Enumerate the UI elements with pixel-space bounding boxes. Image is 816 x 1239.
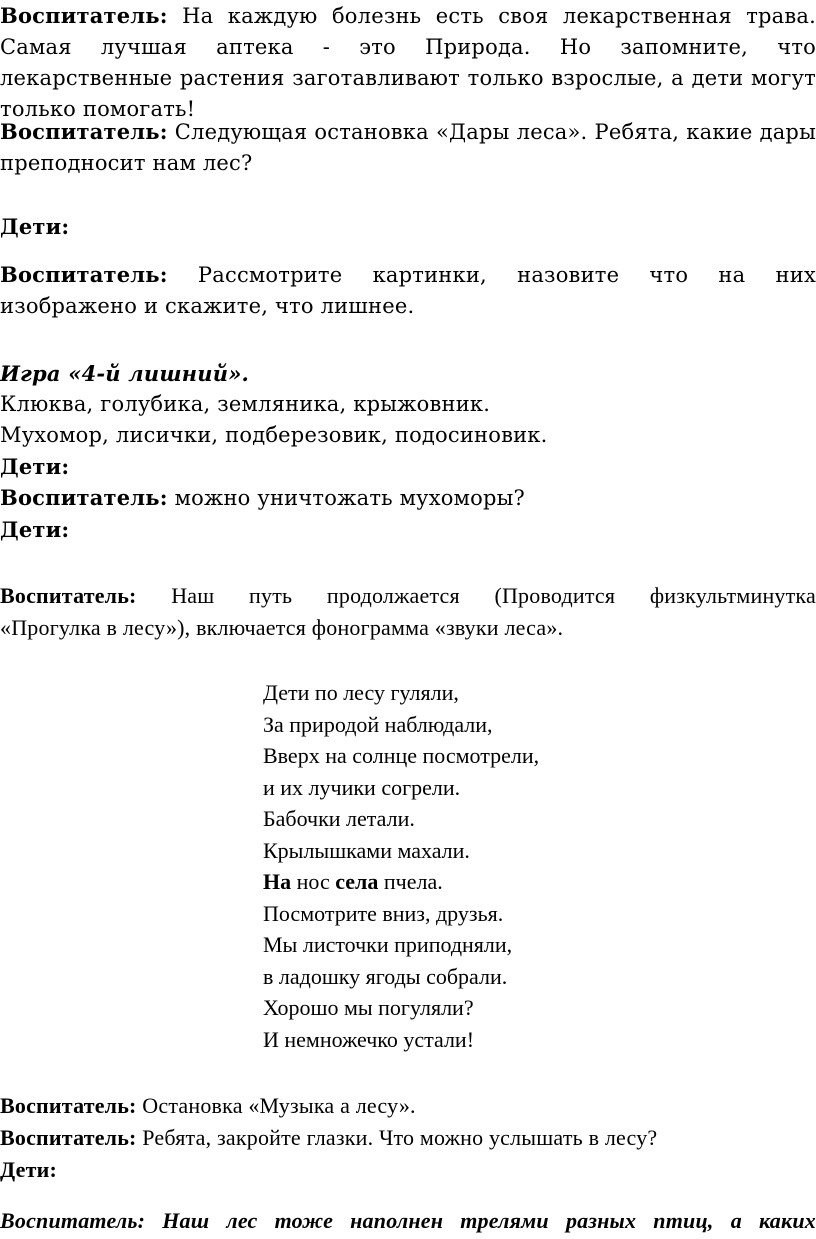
word: продолжается bbox=[326, 583, 460, 608]
paragraph-walk bbox=[0, 580, 816, 644]
word: Воспитатель: bbox=[0, 1208, 146, 1233]
music-line-1 bbox=[0, 1090, 816, 1122]
word: Наш bbox=[171, 583, 215, 608]
question-text: можно уничтожать мухоморы? bbox=[167, 486, 526, 510]
speaker-label: Воспитатель: bbox=[0, 1125, 137, 1150]
poem-line: Посмотрите вниз, друзья. bbox=[263, 900, 504, 926]
word: физкультминутка bbox=[649, 583, 816, 608]
poem bbox=[263, 677, 539, 1055]
children-reply: Дети: bbox=[0, 517, 70, 542]
paragraph-text: Следующая остановка «Дары леса». Ребята, какие дары преподносит нам лес? bbox=[0, 120, 816, 175]
poem-line: Крылышками махали. bbox=[263, 837, 470, 863]
paragraph-text: На каждую болезнь есть своя лекарственная трава. Самая лучшая аптека - это Природа. Но запомните, что лекарственные растения заготавливают только взрослые, а дети могут только помогать! bbox=[0, 4, 816, 121]
speaker-label: Воспитатель: bbox=[0, 119, 168, 144]
word: птиц, bbox=[653, 1208, 714, 1233]
poem-line: Дети по лесу гуляли, bbox=[263, 680, 459, 705]
word: каких bbox=[758, 1208, 816, 1233]
poem-line: Хорошо мы погуляли? bbox=[263, 995, 474, 1020]
poem-line: Вверх на солнце посмотрели, bbox=[263, 743, 540, 768]
poem-line: И немножечко устали! bbox=[263, 1026, 475, 1052]
question-line bbox=[0, 482, 816, 514]
speaker-label: Воспитатель: bbox=[0, 262, 168, 287]
walk-line-1 bbox=[0, 580, 816, 612]
speaker-label: Воспитатель: bbox=[0, 3, 168, 28]
word: наполнен bbox=[350, 1208, 444, 1233]
music-block bbox=[0, 1090, 816, 1186]
poem-line: и их лучики согрели. bbox=[263, 774, 461, 800]
paragraph-pictures bbox=[0, 259, 816, 322]
bold-word: На bbox=[263, 869, 292, 894]
paragraph-text: Рассмотрите картинки, назовите что на них изображено и скажите, что лишнее. bbox=[0, 263, 816, 318]
word: путь bbox=[249, 583, 293, 608]
game-block bbox=[0, 358, 816, 545]
speaker-label: Воспитатель: bbox=[0, 583, 137, 608]
walk-line-2: «Прогулка в лесу»), включается фонограмма «звуки леса». bbox=[0, 615, 564, 640]
children-reply: Дети: bbox=[0, 1157, 57, 1182]
paragraph-text: Остановка «Музыка а лесу». bbox=[136, 1093, 416, 1118]
game-title: Игра «4-й лишний». bbox=[0, 361, 250, 386]
paragraph-text: Ребята, закройте глазки. Что можно услышать в лесу? bbox=[136, 1125, 658, 1150]
birds-line-1 bbox=[0, 1205, 816, 1237]
poem-line: За природой наблюдали, bbox=[263, 711, 493, 737]
poem-line-bee bbox=[263, 866, 539, 898]
word: (Проводится bbox=[494, 583, 616, 608]
children-reply: Дети: bbox=[0, 454, 70, 479]
speaker-label: Воспитатель: bbox=[0, 485, 168, 510]
word: а bbox=[730, 1208, 742, 1233]
poem-line: Мы листочки приподняли, bbox=[263, 932, 513, 957]
paragraph-birds bbox=[0, 1205, 816, 1237]
speaker-label: Воспитатель: bbox=[0, 1093, 137, 1118]
game-line-berries: Клюква, голубика, земляника, крыжовник. bbox=[0, 392, 491, 416]
bold-word: села bbox=[335, 869, 379, 894]
word: Наш bbox=[162, 1208, 210, 1233]
music-line-2 bbox=[0, 1122, 816, 1154]
word: тоже bbox=[274, 1208, 334, 1233]
poem-line: в ладошку ягоды собрали. bbox=[263, 963, 508, 989]
children-reply bbox=[0, 211, 816, 243]
paragraph-forest-gifts bbox=[0, 116, 816, 179]
speaker-label: Дети: bbox=[0, 214, 70, 239]
word: трелями bbox=[460, 1208, 549, 1233]
paragraph-medicinal-herbs bbox=[0, 0, 816, 125]
game-line-mushrooms: Мухомор, лисички, подберезовик, подосиновик. bbox=[0, 423, 548, 447]
word: лес bbox=[226, 1208, 258, 1233]
word: разных bbox=[565, 1208, 637, 1233]
poem-line: Бабочки летали. bbox=[263, 806, 415, 831]
poem-text: нос bbox=[291, 869, 336, 894]
poem-text: пчела. bbox=[378, 869, 443, 894]
